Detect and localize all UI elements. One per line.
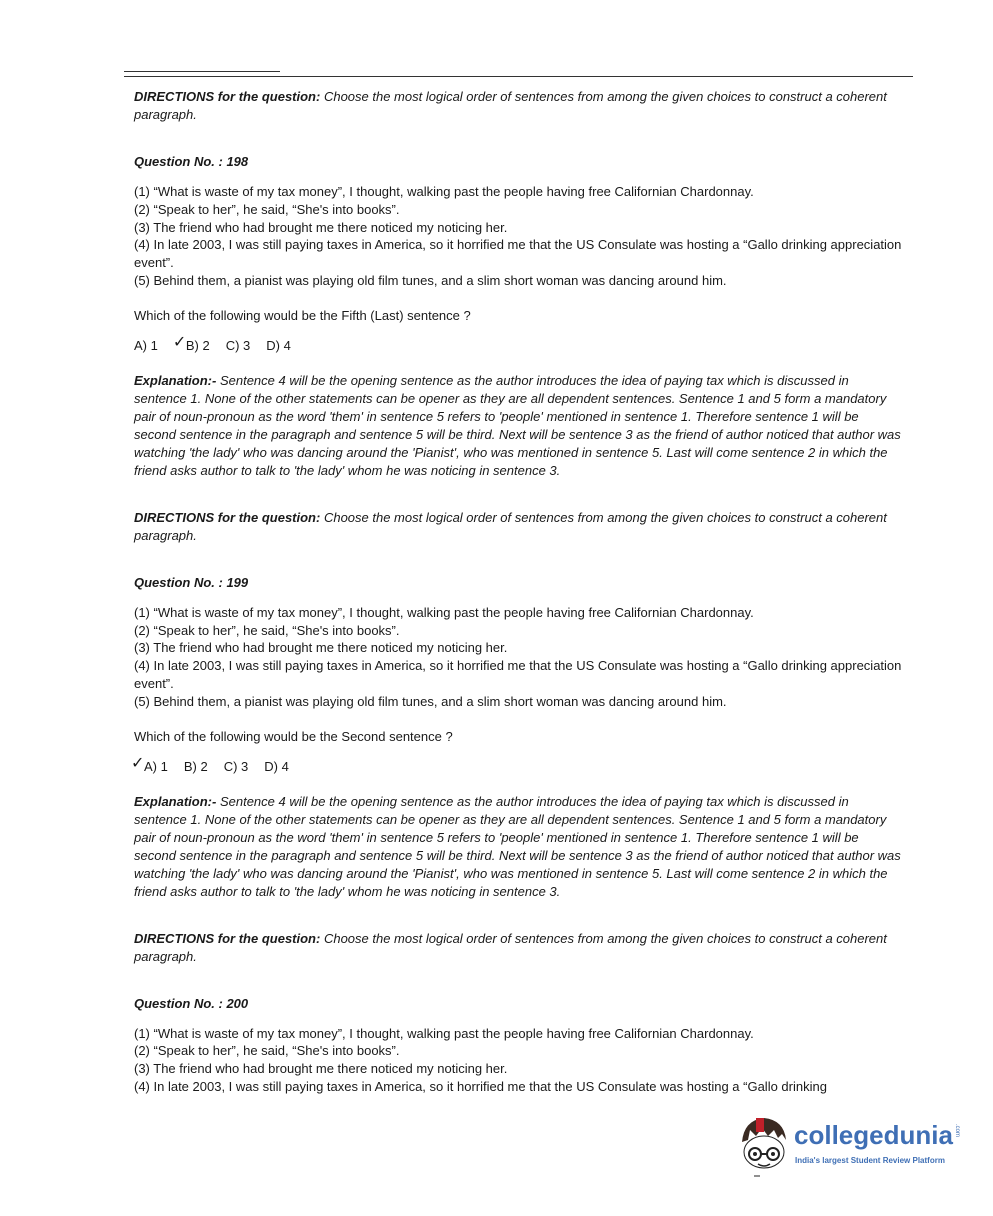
- option-c: C) 3: [223, 758, 249, 774]
- option-d: D) 4: [266, 337, 291, 353]
- sentence-list: [134, 1025, 904, 1096]
- sentence-item: (1) “What is waste of my tax money”, I thought, walking past the people having free Californian Chardonnay.: [134, 1025, 754, 1041]
- sentence-item: (1) “What is waste of my tax money”, I thought, walking past the people having free Californian Chardonnay.: [134, 184, 754, 199]
- collegedunia-logo: [734, 1112, 964, 1182]
- logo-com: .com: [954, 1124, 960, 1138]
- option-b: B) 2: [183, 758, 208, 774]
- question-prompt: Which of the following would be the Second sentence ?: [134, 728, 453, 744]
- sentence-item: (2) “Speak to her”, he said, “She's into books”.: [134, 622, 400, 638]
- sentence-item: (3) The friend who had brought me there noticed my noticing her.: [134, 1061, 508, 1077]
- directions: DIRECTIONS for the question: Choose the most logical order of sentences from among the given choices to construct a coherent paragraph.: [134, 509, 887, 543]
- question-number: Question No. : 199: [134, 574, 249, 590]
- check-mark-icon: ✓: [172, 333, 187, 351]
- sentence-item: (4) In late 2003, I was still paying taxes in America, so it horrified me that the US Consulate was hosting a “Gallo drinking appreciation event”.: [134, 658, 902, 691]
- question-prompt: Which of the following would be the Fifth (Last) sentence ?: [134, 307, 471, 323]
- option-a: A) 1: [134, 337, 158, 353]
- sentence-item: (5) Behind them, a pianist was playing old film tunes, and a slim short woman was dancing around him.: [134, 272, 727, 288]
- header-rule-short: [124, 71, 280, 72]
- answer-options: [131, 754, 904, 776]
- sentence-list: [134, 183, 904, 290]
- mascot-icon: [734, 1112, 794, 1182]
- sentence-item: (2) “Speak to her”, he said, “She's into books”.: [134, 1043, 400, 1059]
- sentence-item: (2) “Speak to her”, he said, “She's into books”.: [134, 201, 400, 217]
- directions: DIRECTIONS for the question: Choose the most logical order of sentences from among the given choices to construct a coherent paragraph.: [134, 930, 887, 964]
- explanation: Explanation:- Sentence 4 will be the opening sentence as the author introduces the idea of paying tax which is discussed in sentence 1. None of the other statements can be opener as they are all dependent sentences. Sentence 1 and 5 form a mandatory pair of noun-pronoun as the word 'them' in sentence 5 refers to 'people' mentioned in sentence 1. Therefore sentence 1 will be second sentence in the paragraph and sentence 5 will be third. Next will be sentence 3 as the friend of author noticed that author was watching 'the lady' who was dancing around the 'Pianist', who was mentioned in sentence 5. Last will come sentence 2 in which the friend asks author to talk to 'the lady' whom he was noticing in sentence 3.: [134, 372, 901, 478]
- header-rule-long: [124, 76, 913, 77]
- question-block-200: [134, 930, 904, 1096]
- option-a: ✓ A) 1: [131, 754, 168, 774]
- option-b: ✓ B) 2: [172, 333, 210, 353]
- sentence-item: (4) In late 2003, I was still paying taxes in America, so it horrified me that the US Consulate was hosting a “Gallo drinking appreciation event”.: [134, 237, 902, 271]
- explanation: Explanation:- Sentence 4 will be the opening sentence as the author introduces the idea of paying tax which is discussed in sentence 1. None of the other statements can be opener as they are all dependent sentences. Sentence 1 and 5 form a mandatory pair of noun-pronoun as the word 'them' in sentence 5 refers to 'people' mentioned in sentence 1. Therefore sentence 1 will be second sentence in the paragraph and sentence 5 will be third. Next will be sentence 3 as the friend of author noticed that author was watching 'the lady' who was dancing around the 'Pianist', who was mentioned in sentence 5. Last will come sentence 2 in which the friend asks author to talk to 'the lady' whom he was noticing in sentence 3.: [134, 793, 901, 899]
- answer-options: [134, 333, 904, 355]
- question-number: Question No. : 200: [134, 995, 249, 1011]
- option-c: C) 3: [225, 337, 251, 353]
- logo-wordmark: collegedunia: [794, 1120, 953, 1150]
- question-number: Question No. : 198: [134, 154, 249, 169]
- question-block-198: [134, 88, 904, 480]
- sentence-item: (4) In late 2003, I was still paying taxes in America, so it horrified me that the US Consulate was hosting a “Gallo drinking: [134, 1078, 827, 1094]
- page-content: [131, 88, 904, 1096]
- question-block-199: [131, 509, 904, 901]
- sentence-item: (1) “What is waste of my tax money”, I thought, walking past the people having free Californian Chardonnay.: [134, 604, 754, 620]
- option-d: D) 4: [264, 758, 289, 774]
- sentence-item: (3) The friend who had brought me there noticed my noticing her.: [134, 219, 508, 235]
- sentence-list: [134, 604, 904, 711]
- directions: DIRECTIONS for the question: Choose the most logical order of sentences from among the given choices to construct a coherent paragraph.: [134, 89, 887, 122]
- logo-tagline: India's largest Student Review Platform: [795, 1156, 945, 1165]
- check-mark-icon: ✓: [131, 754, 145, 772]
- sentence-item: (3) The friend who had brought me there noticed my noticing her.: [134, 640, 508, 656]
- sentence-item: (5) Behind them, a pianist was playing old film tunes, and a slim short woman was dancing around him.: [134, 693, 727, 709]
